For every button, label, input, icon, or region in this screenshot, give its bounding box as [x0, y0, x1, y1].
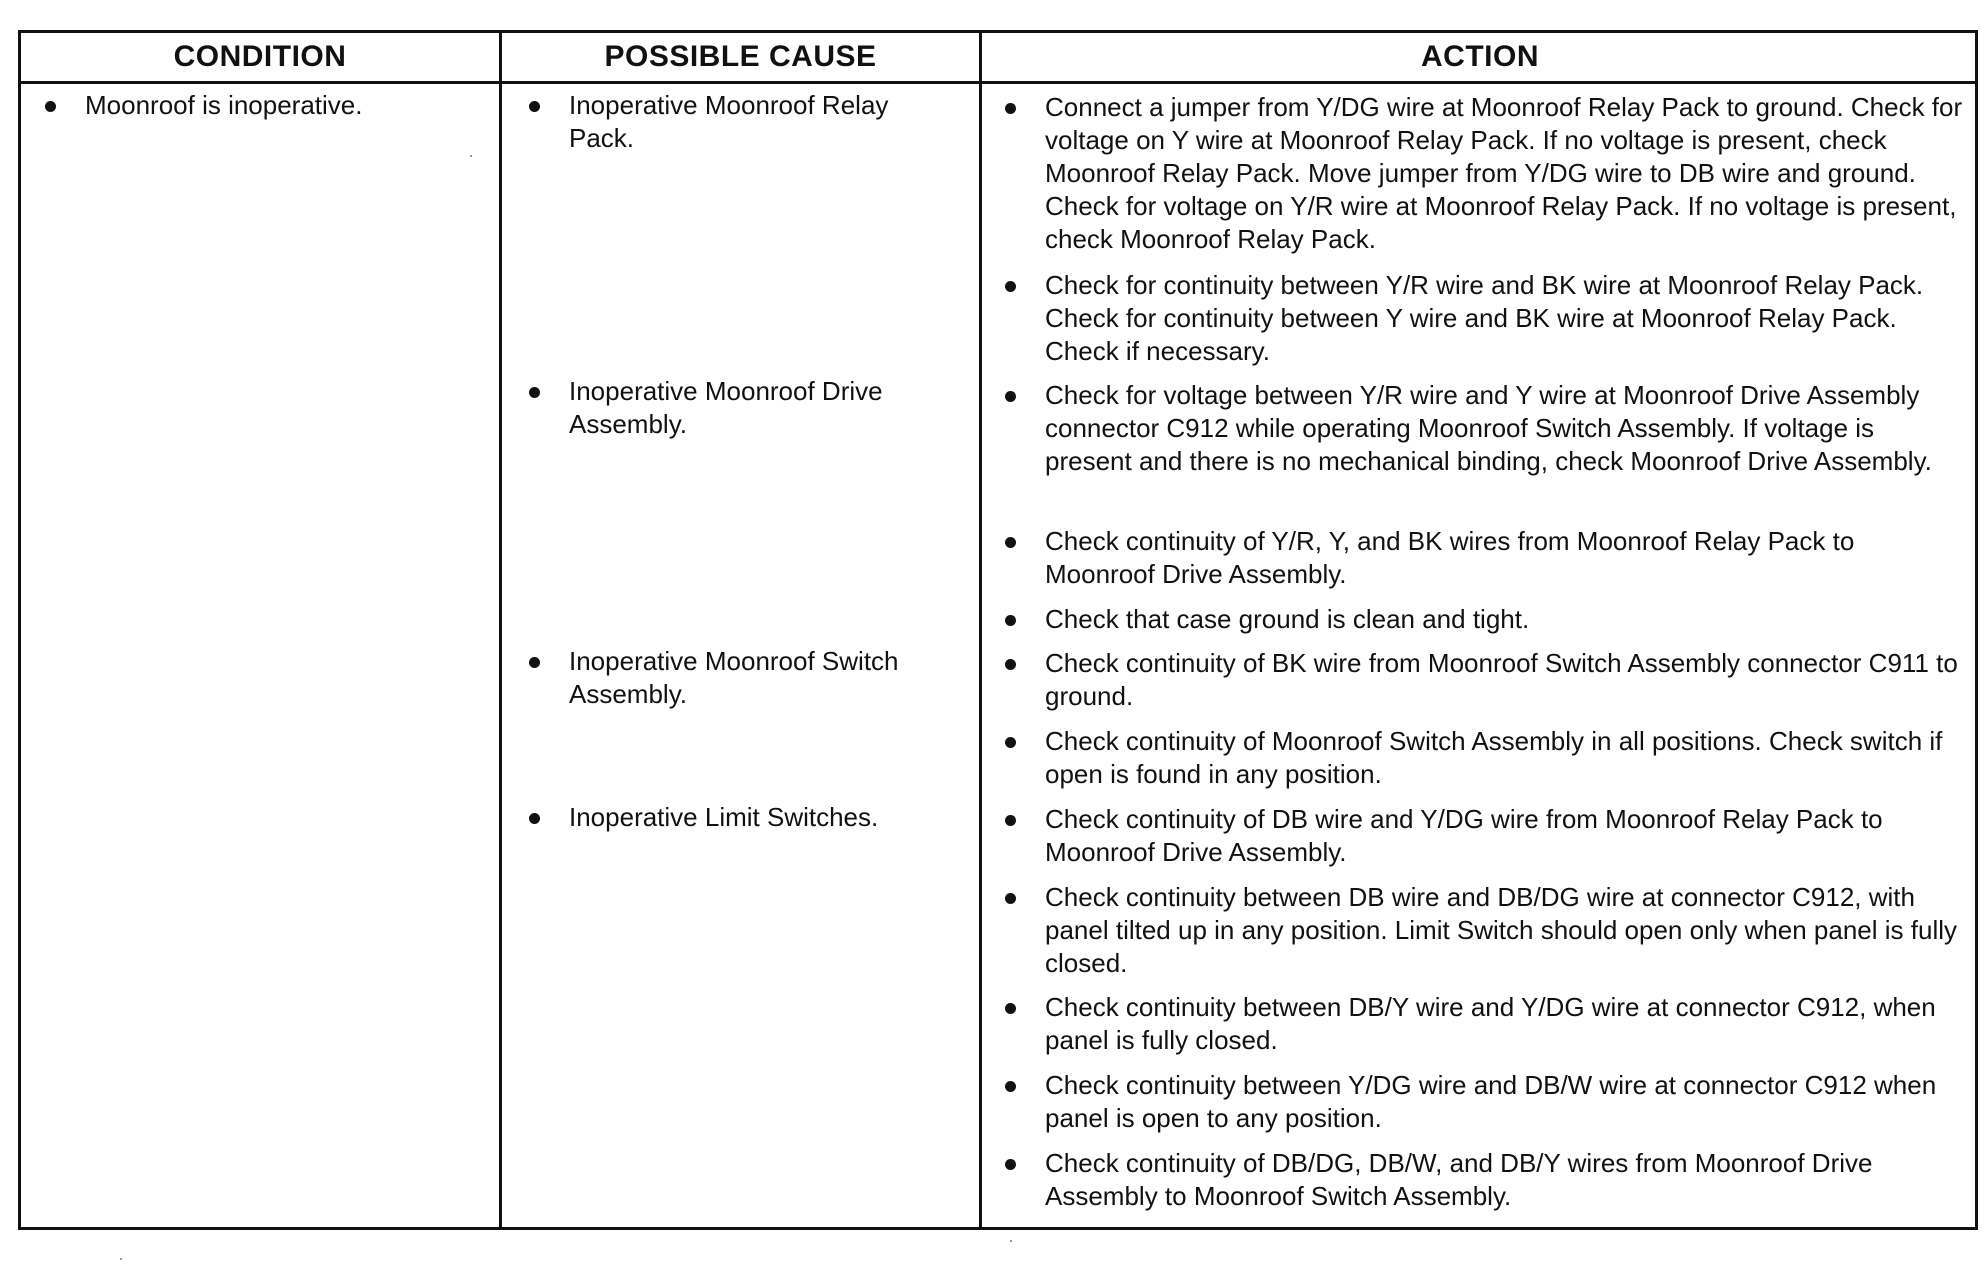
action-text: Check continuity between DB wire and DB/DG wire at connector C912, with panel tilted up in any position. Limit Switch should open only when panel is fully closed.	[1045, 882, 1957, 978]
action-text: Check continuity of DB wire and Y/DG wire from Moonroof Relay Pack to Moonroof Drive Assembly.	[1045, 804, 1883, 867]
bullet-icon	[1005, 815, 1016, 826]
cause-text: Inoperative Moonroof Switch Assembly.	[569, 646, 899, 709]
action-text: Check that case ground is clean and tight.	[1045, 604, 1530, 634]
action-item	[1005, 525, 1965, 591]
action-item	[1005, 1069, 1965, 1135]
cause-item-switch-assembly	[529, 645, 949, 711]
action-item	[1005, 269, 1965, 368]
bullet-icon	[1005, 893, 1016, 904]
bullet-icon	[1005, 391, 1016, 402]
header-divider	[21, 81, 1975, 84]
action-text: Check continuity between Y/DG wire and DB/W wire at connector C912 when panel is open to any position.	[1045, 1070, 1937, 1133]
bullet-icon	[1005, 659, 1016, 670]
bullet-icon	[529, 813, 540, 824]
action-text: Check for continuity between Y/R wire and BK wire at Moonroof Relay Pack. Check for continuity between Y wire and BK wire at Moonroof Relay Pack. Check if necessary.	[1045, 270, 1924, 366]
bullet-icon	[1005, 1003, 1016, 1014]
action-item	[1005, 647, 1965, 713]
action-text: Check continuity of DB/DG, DB/W, and DB/Y wires from Moonroof Drive Assembly to Moonroof Switch Assembly.	[1045, 1148, 1873, 1211]
bullet-icon	[1005, 615, 1016, 626]
column-divider	[499, 33, 502, 1227]
bullet-icon	[529, 387, 540, 398]
cause-text: Inoperative Moonroof Drive Assembly.	[569, 376, 883, 439]
action-item	[1005, 803, 1965, 869]
column-divider	[979, 33, 982, 1227]
action-item	[1005, 379, 1965, 478]
action-text: Check for voltage between Y/R wire and Y wire at Moonroof Drive Assembly connector C912 while operating Moonroof Switch Assembly. If voltage is present and there is no mechanical binding, check Moonroof Drive Assembly.	[1045, 380, 1932, 476]
bullet-icon	[1005, 1081, 1016, 1092]
action-text: Check continuity of BK wire from Moonroof Switch Assembly connector C911 to ground.	[1045, 648, 1958, 711]
action-item	[1005, 91, 1965, 256]
scan-speck	[470, 155, 472, 157]
action-item	[1005, 725, 1965, 791]
action-item	[1005, 991, 1965, 1057]
action-item	[1005, 881, 1965, 980]
condition-text: Moonroof is inoperative.	[85, 90, 363, 120]
header-condition: CONDITION	[173, 40, 347, 73]
diagnosis-table	[18, 30, 1978, 1230]
bullet-icon	[529, 657, 540, 668]
bullet-icon	[1005, 281, 1016, 292]
scan-speck	[120, 1258, 122, 1260]
bullet-icon	[1005, 737, 1016, 748]
cause-item-relay-pack	[529, 89, 949, 155]
bullet-icon	[1005, 103, 1016, 114]
header-possible-cause: POSSIBLE CAUSE	[604, 40, 877, 73]
action-text: Connect a jumper from Y/DG wire at Moonroof Relay Pack to ground. Check for voltage on Y wire at Moonroof Relay Pack. If no voltage is present, check Moonroof Relay Pack. Move jumper from Y/DG wire to DB wire and ground. Check for voltage on Y/R wire at Moonroof Relay Pack. If no voltage is present, check Moonroof Relay Pack.	[1045, 92, 1963, 254]
action-text: Check continuity of Y/R, Y, and BK wires from Moonroof Relay Pack to Moonroof Drive Assembly.	[1045, 526, 1855, 589]
header-action: ACTION	[1421, 40, 1539, 73]
bullet-icon	[45, 101, 56, 112]
action-text: Check continuity of Moonroof Switch Assembly in all positions. Check switch if open is found in any position.	[1045, 726, 1943, 789]
scan-speck	[1010, 1240, 1012, 1242]
bullet-icon	[1005, 1159, 1016, 1170]
bullet-icon	[529, 101, 540, 112]
action-item	[1005, 603, 1965, 636]
cause-text: Inoperative Limit Switches.	[569, 802, 879, 832]
action-text: Check continuity between DB/Y wire and Y/DG wire at connector C912, when panel is fully closed.	[1045, 992, 1936, 1055]
condition-item	[45, 89, 465, 122]
action-item	[1005, 1147, 1965, 1213]
cause-text: Inoperative Moonroof Relay Pack.	[569, 90, 889, 153]
cause-item-drive-assembly	[529, 375, 949, 441]
cause-item-limit-switches	[529, 801, 949, 834]
bullet-icon	[1005, 537, 1016, 548]
